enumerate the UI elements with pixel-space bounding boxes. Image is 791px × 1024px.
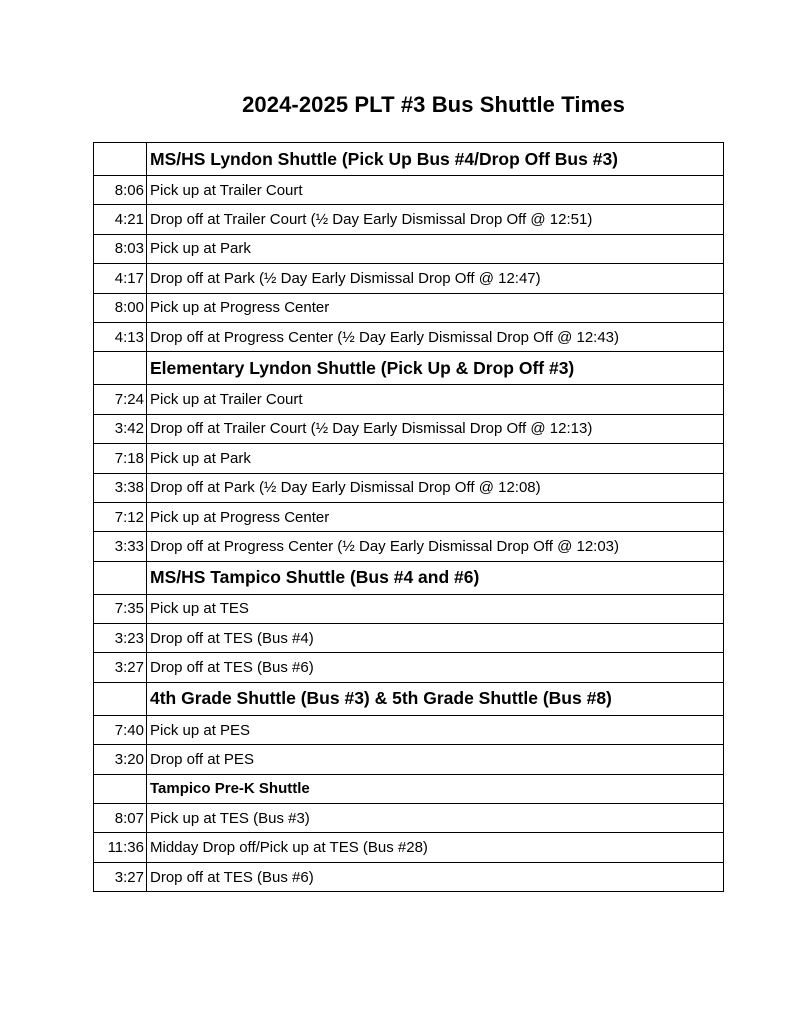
time-cell: 3:20 <box>94 745 147 774</box>
section-heading: MS/HS Tampico Shuttle (Bus #4 and #6) <box>147 561 724 594</box>
section-header-blank-cell <box>94 774 147 803</box>
time-cell: 4:13 <box>94 322 147 351</box>
table-row <box>94 624 724 653</box>
time-cell: 4:17 <box>94 264 147 293</box>
time-cell: 7:18 <box>94 444 147 473</box>
section-heading: Elementary Lyndon Shuttle (Pick Up & Drop Off #3) <box>147 352 724 385</box>
description-cell: Drop off at Park (½ Day Early Dismissal Drop Off @ 12:08) <box>147 473 724 502</box>
time-cell: 3:42 <box>94 414 147 443</box>
table-row <box>94 532 724 561</box>
description-cell: Pick up at Trailer Court <box>147 176 724 205</box>
section-header-blank-cell <box>94 352 147 385</box>
section-header-blank-cell <box>94 143 147 176</box>
time-cell: 4:21 <box>94 205 147 234</box>
description-cell: Drop off at Trailer Court (½ Day Early Dismissal Drop Off @ 12:51) <box>147 205 724 234</box>
description-cell: Pick up at PES <box>147 715 724 744</box>
table-row <box>94 322 724 351</box>
description-cell: Drop off at Progress Center (½ Day Early Dismissal Drop Off @ 12:03) <box>147 532 724 561</box>
table-row <box>94 862 724 891</box>
table-row <box>94 473 724 502</box>
table-row <box>94 264 724 293</box>
description-cell: Pick up at Progress Center <box>147 293 724 322</box>
section-header-row <box>94 774 724 803</box>
section-header-row <box>94 352 724 385</box>
table-row <box>94 653 724 682</box>
time-cell: 3:38 <box>94 473 147 502</box>
schedule-body <box>94 143 724 892</box>
time-cell: 7:40 <box>94 715 147 744</box>
table-row <box>94 293 724 322</box>
description-cell: Pick up at Progress Center <box>147 502 724 531</box>
description-cell: Drop off at TES (Bus #6) <box>147 862 724 891</box>
section-header-row <box>94 561 724 594</box>
table-row <box>94 444 724 473</box>
time-cell: 8:00 <box>94 293 147 322</box>
table-row <box>94 804 724 833</box>
time-cell: 3:23 <box>94 624 147 653</box>
table-row <box>94 414 724 443</box>
description-cell: Drop off at TES (Bus #4) <box>147 624 724 653</box>
schedule-table <box>93 142 724 892</box>
time-cell: 8:03 <box>94 234 147 263</box>
section-heading: MS/HS Lyndon Shuttle (Pick Up Bus #4/Drop Off Bus #3) <box>147 143 724 176</box>
description-cell: Drop off at Progress Center (½ Day Early Dismissal Drop Off @ 12:43) <box>147 322 724 351</box>
time-cell: 7:35 <box>94 594 147 623</box>
table-row <box>94 594 724 623</box>
time-cell: 7:12 <box>94 502 147 531</box>
table-row <box>94 385 724 414</box>
time-cell: 3:33 <box>94 532 147 561</box>
table-row <box>94 176 724 205</box>
description-cell: Pick up at TES (Bus #3) <box>147 804 724 833</box>
table-row <box>94 502 724 531</box>
section-header-row <box>94 682 724 715</box>
description-cell: Midday Drop off/Pick up at TES (Bus #28) <box>147 833 724 862</box>
description-cell: Pick up at TES <box>147 594 724 623</box>
time-cell: 3:27 <box>94 862 147 891</box>
description-cell: Pick up at Park <box>147 444 724 473</box>
section-header-blank-cell <box>94 682 147 715</box>
table-row <box>94 833 724 862</box>
time-cell: 11:36 <box>94 833 147 862</box>
description-cell: Drop off at Trailer Court (½ Day Early Dismissal Drop Off @ 12:13) <box>147 414 724 443</box>
section-heading: Tampico Pre-K Shuttle <box>147 774 724 803</box>
description-cell: Drop off at TES (Bus #6) <box>147 653 724 682</box>
table-row <box>94 715 724 744</box>
time-cell: 7:24 <box>94 385 147 414</box>
table-row <box>94 205 724 234</box>
section-header-row <box>94 143 724 176</box>
page-title: 2024-2025 PLT #3 Bus Shuttle Times <box>242 92 625 117</box>
section-heading: 4th Grade Shuttle (Bus #3) & 5th Grade Shuttle (Bus #8) <box>147 682 724 715</box>
time-cell: 8:06 <box>94 176 147 205</box>
description-cell: Pick up at Trailer Court <box>147 385 724 414</box>
section-header-blank-cell <box>94 561 147 594</box>
description-cell: Drop off at PES <box>147 745 724 774</box>
description-cell: Pick up at Park <box>147 234 724 263</box>
time-cell: 3:27 <box>94 653 147 682</box>
table-row <box>94 234 724 263</box>
time-cell: 8:07 <box>94 804 147 833</box>
table-row <box>94 745 724 774</box>
description-cell: Drop off at Park (½ Day Early Dismissal Drop Off @ 12:47) <box>147 264 724 293</box>
